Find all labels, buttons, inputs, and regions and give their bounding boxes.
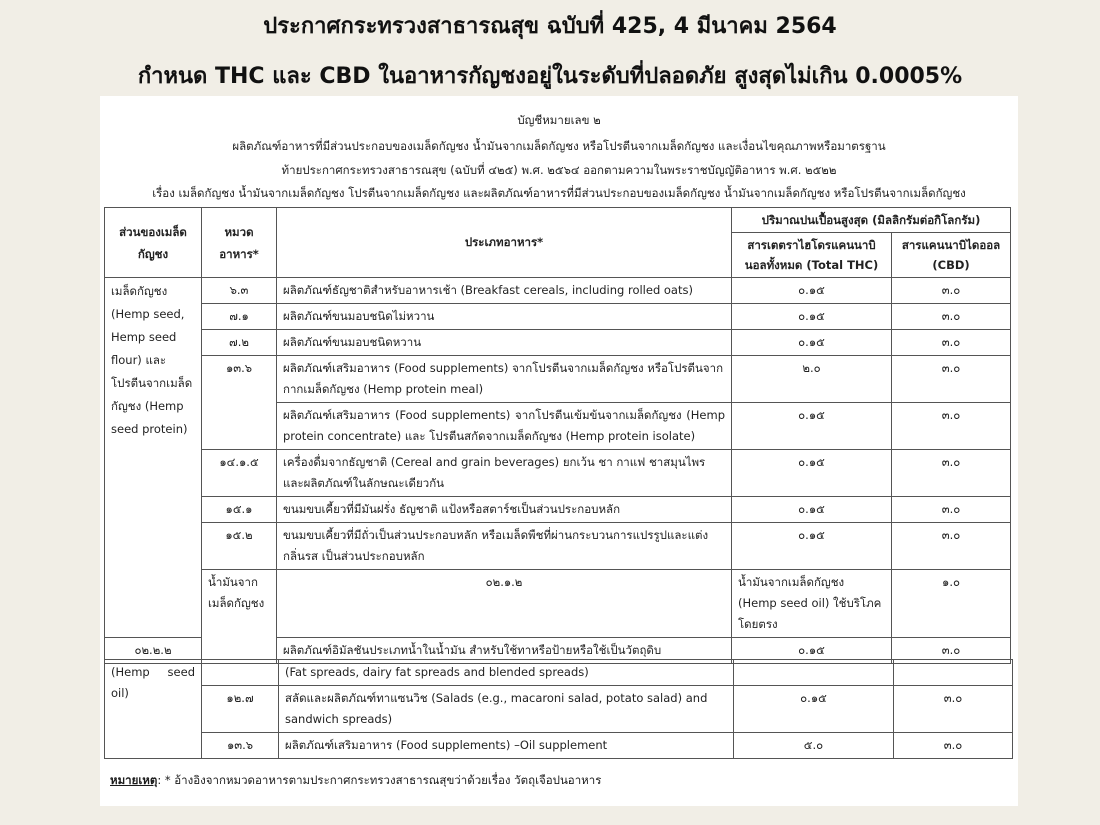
cbd-value: ๓.๐	[892, 356, 1011, 403]
doc-title-line-1: ผลิตภัณฑ์อาหารที่มีส่วนประกอบของเมล็ดกัญชง น้ำมันจากเมล็ดกัญชง หรือโปรตีนจากเมล็ดกัญชง และเงื่อนไขคุณภาพหรือมาตรฐาน	[232, 139, 886, 153]
part-cell-hemp-oil: น้ำมันจากเมล็ดกัญชง	[202, 570, 277, 664]
cbd-value: ๓.๐	[894, 733, 1013, 759]
food-type-cell: น้ำมันจากเมล็ดกัญชง (Hemp seed oil) ใช้บริโภคโดยตรง	[732, 570, 892, 638]
part-cell-hemp-oil-continued: (Hemp seed oil)	[105, 660, 202, 759]
doc-title-line-3: เรื่อง เมล็ดกัญชง น้ำมันจากเมล็ดกัญชง โปรตีนจากเมล็ดกัญชง และผลิตภัณฑ์อาหารที่มีส่วนประกอบของเมล็ดกัญชง น้ำมันจากเมล็ดกัญชง หรือโปรตีนจากเมล็ดกัญชง	[152, 186, 966, 200]
thc-value: ๐.๑๕	[732, 304, 892, 330]
limits-table	[104, 207, 1011, 664]
table-row	[105, 660, 1013, 686]
document-page	[100, 96, 1018, 806]
table-row	[105, 733, 1013, 759]
header-max-level: ปริมาณปนเปื้อนสูงสุด (มิลลิกรัมต่อกิโลกรัม)	[732, 208, 1011, 233]
thc-value: ๑.๐	[892, 570, 1011, 638]
limits-table-continued	[104, 659, 1013, 759]
table-row	[105, 686, 1013, 733]
category-cell: ๑๓.๖	[202, 733, 279, 759]
food-type-cell: ผลิตภัณฑ์เสริมอาหาร (Food supplements) จากโปรตีนเข้มข้นจากเมล็ดกัญชง (Hemp protein concentrate) และ โปรตีนสกัดจากเมล็ดกัญชง (Hemp protein isolate)	[277, 403, 732, 450]
food-type-cell: ขนมขบเคี้ยวที่มีมันฝรั่ง ธัญชาติ แป้งหรือสตาร์ชเป็นส่วนประกอบหลัก	[277, 497, 732, 523]
cbd-value: ๓.๐	[892, 450, 1011, 497]
category-cell: ๖.๓	[202, 278, 277, 304]
cbd-value: ๓.๐	[892, 523, 1011, 570]
table-header-row	[105, 208, 1011, 233]
header-part: ส่วนของเมล็ดกัญชง	[105, 208, 202, 278]
table-row	[105, 278, 1011, 304]
table-row	[105, 570, 1011, 638]
cbd-value	[894, 660, 1013, 686]
category-cell: ๐๒.๒.๒	[105, 638, 202, 664]
food-type-cell: ผลิตภัณฑ์อิมัลชันประเภทน้ำในน้ำมัน สำหรับใช้ทาหรือป้ายหรือใช้เป็นวัตถุดิบ	[277, 638, 732, 664]
food-type-cell: (Fat spreads, dairy fat spreads and blended spreads)	[279, 660, 734, 686]
category-cell: ๐๒.๑.๒	[277, 570, 732, 638]
food-type-cell: ผลิตภัณฑ์เสริมอาหาร (Food supplements) จากโปรตีนจากเมล็ดกัญชง หรือโปรตีนจากกากเมล็ดกัญชง (Hemp protein meal)	[277, 356, 732, 403]
table-row	[105, 450, 1011, 497]
footnote	[110, 772, 601, 790]
category-cell: ๑๔.๑.๕	[202, 450, 277, 497]
headline-subtitle: กำหนด THC และ CBD ในอาหารกัญชงอยู่ในระดับที่ปลอดภัย สูงสุดไม่เกิน 0.0005%	[137, 64, 963, 89]
cbd-value: ๓.๐	[894, 686, 1013, 733]
table-row	[105, 330, 1011, 356]
footnote-text: : * อ้างอิงจากหมวดอาหารตามประกาศกระทรวงสาธารณสุขว่าด้วยเรื่อง วัตถุเจือปนอาหาร	[157, 773, 602, 787]
doc-title-line-2: ท้ายประกาศกระทรวงสาธารณสุข (ฉบับที่ ๔๒๕) พ.ศ. ๒๕๖๔ ออกตามความในพระราชบัญญัติอาหาร พ.ศ. ๒๕๒๒	[281, 163, 837, 177]
table-row	[105, 304, 1011, 330]
cbd-value: ๓.๐	[892, 304, 1011, 330]
cbd-value: ๓.๐	[892, 638, 1011, 664]
category-cell: ๗.๒	[202, 330, 277, 356]
thc-value: ๐.๑๕	[732, 330, 892, 356]
header-thc: สารเตตราไฮโดรแคนนาบินอลทั้งหมด (Total THC)	[732, 233, 892, 278]
category-cell	[202, 660, 279, 686]
food-type-cell: ขนมขบเคี้ยวที่มีถั่วเป็นส่วนประกอบหลัก หรือเมล็ดพืชที่ผ่านกระบวนการแปรรูปและแต่งกลิ่นรส เป็นส่วนประกอบหลัก	[277, 523, 732, 570]
cbd-value: ๓.๐	[892, 403, 1011, 450]
headline-title: ประกาศกระทรวงสาธารณสุข ฉบับที่ 425, 4 มีนาคม 2564	[263, 14, 837, 39]
thc-value: ๒.๐	[732, 356, 892, 403]
thc-value	[734, 660, 894, 686]
category-cell: ๑๓.๖	[202, 356, 277, 450]
header-food-type: ประเภทอาหาร*	[277, 208, 732, 278]
cbd-value: ๓.๐	[892, 330, 1011, 356]
table-row	[105, 356, 1011, 403]
header-category: หมวดอาหาร*	[202, 208, 277, 278]
table-row	[105, 523, 1011, 570]
category-cell: ๑๕.๒	[202, 523, 277, 570]
thc-value: ๐.๑๕	[732, 278, 892, 304]
category-cell: ๗.๑	[202, 304, 277, 330]
header-cbd: สารแคนนาบิไดออล (CBD)	[892, 233, 1011, 278]
food-type-cell: สลัดและผลิตภัณฑ์ทาแซนวิช (Salads (e.g., macaroni salad, potato salad) and sandwich spreads)	[279, 686, 734, 733]
part-cell-hemp-seed: เมล็ดกัญชง (Hemp seed, Hemp seed flour) และ โปรตีนจากเมล็ดกัญชง (Hemp seed protein)	[105, 278, 202, 638]
thc-value: ๐.๑๕	[732, 497, 892, 523]
category-cell: ๑๒.๗	[202, 686, 279, 733]
thc-value: ๕.๐	[734, 733, 894, 759]
food-type-cell: ผลิตภัณฑ์ขนมอบชนิดหวาน	[277, 330, 732, 356]
cbd-value: ๓.๐	[892, 497, 1011, 523]
thc-value: ๐.๑๕	[732, 450, 892, 497]
table-row	[105, 497, 1011, 523]
thc-value: ๐.๑๕	[734, 686, 894, 733]
thc-value: ๐.๑๕	[732, 403, 892, 450]
thc-value: ๐.๑๕	[732, 638, 892, 664]
food-type-cell: ผลิตภัณฑ์เสริมอาหาร (Food supplements) –Oil supplement	[279, 733, 734, 759]
food-type-cell: ผลิตภัณฑ์ขนมอบชนิดไม่หวาน	[277, 304, 732, 330]
cbd-value: ๓.๐	[892, 278, 1011, 304]
thc-value: ๐.๑๕	[732, 523, 892, 570]
schedule-number: บัญชีหมายเลข ๒	[517, 113, 601, 127]
category-cell: ๑๕.๑	[202, 497, 277, 523]
footnote-label: หมายเหตุ	[110, 773, 158, 787]
food-type-cell: เครื่องดื่มจากธัญชาติ (Cereal and grain beverages) ยกเว้น ชา กาแฟ ชาสมุนไพรและผลิตภัณฑ์ในลักษณะเดียวกัน	[277, 450, 732, 497]
food-type-cell: ผลิตภัณฑ์ธัญชาติสำหรับอาหารเช้า (Breakfast cereals, including rolled oats)	[277, 278, 732, 304]
